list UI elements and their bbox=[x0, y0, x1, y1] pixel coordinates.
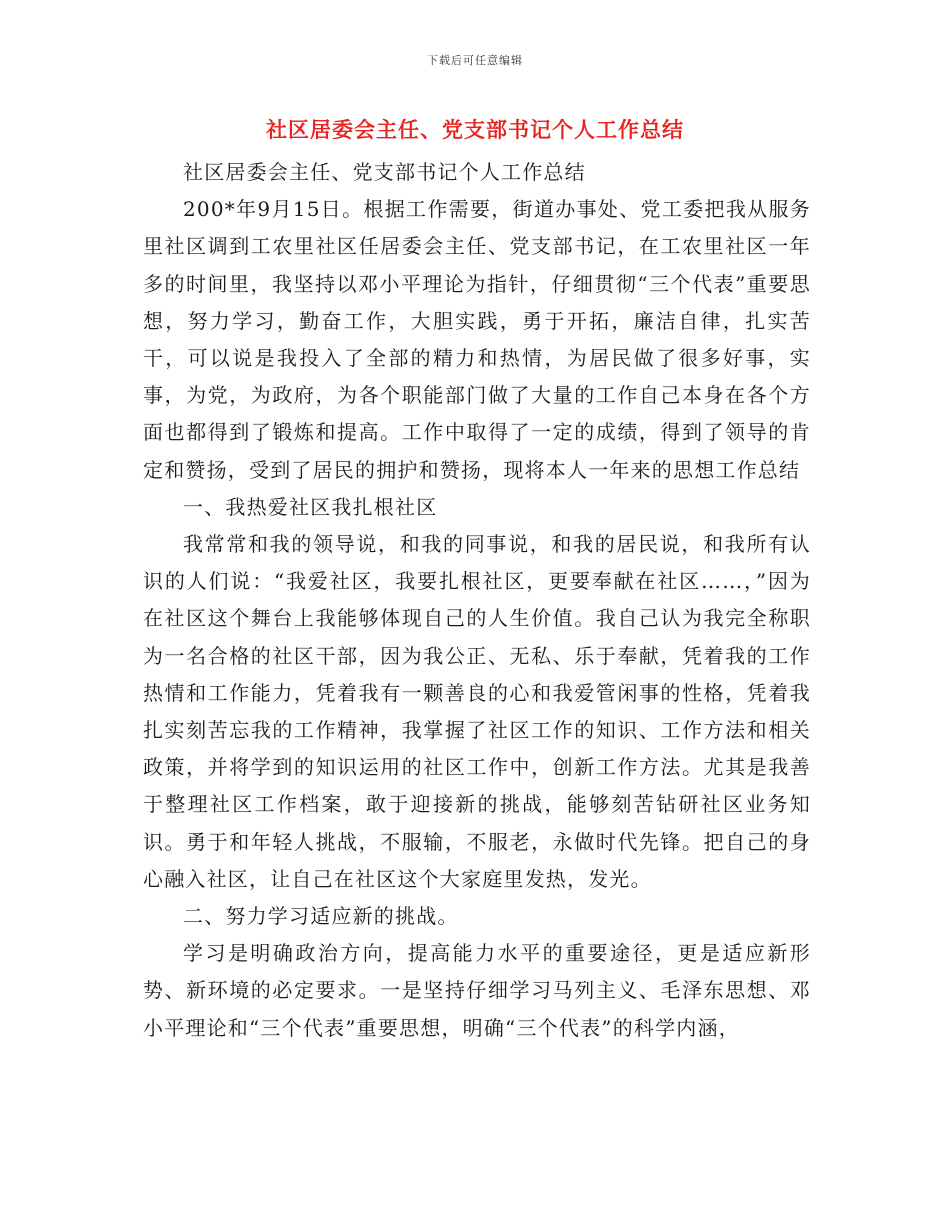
document-body bbox=[143, 154, 811, 1047]
section-heading-1: 一、我热爱社区我扎根社区 bbox=[183, 494, 438, 519]
subtitle-paragraph: 社区居委会主任、党支部书记个人工作总结 bbox=[183, 160, 586, 184]
document-title: 社区居委会主任、党支部书记个人工作总结 bbox=[266, 117, 684, 142]
section-1-paragraph: 我常常和我的领导说，和我的同事说，和我的居民说，和我所有认识的人们说：“我爱社区，我要扎根社区，更要奉献在社区……，”因为在社区这个舞台上我能够体现自己的人生价值。我自己认为我完全称职为一名合格的社区干部，因为我公正、无私、乐于奉献，凭着我的工作热情和工作能力，凭着我有一颗善良的心和我爱管闲事的性格，凭着我扎实刻苦忘我的工作精神，我掌握了社区工作的知识、工作方法和相关政策，并将学到的知识运用的社区工作中，创新工作方法。尤其是我善于整理社区工作档案，敢于迎接新的挑战，能够刻苦钻研社区业务知识。勇于和年轻人挑战，不服输，不服老，永做时代先锋。把自己的身心融入社区，让自己在社区这个大家庭里发热，发光。 bbox=[143, 532, 811, 891]
section-heading-2: 二、努力学习适应新的挑战。 bbox=[183, 904, 459, 929]
intro-paragraph: 200*年9月15日。根据工作需要，街道办事处、党工委把我从服务里社区调到工农里社区任居委会主任、党支部书记，在工农里社区一年多的时间里，我坚持以邓小平理论为指针，仔细贯彻“三个代表”重要思想，努力学习，勤奋工作，大胆实践，勇于开拓，廉洁自律，扎实苦干，可以说是我投入了全部的精力和热情，为居民做了很多好事，实事，为党，为政府，为各个职能部门做了大量的工作自己本身在各个方面也都得到了锻炼和提高。工作中取得了一定的成绩，得到了领导的肯定和赞扬，受到了居民的拥护和赞扬，现将本人一年来的思想工作总结 bbox=[143, 197, 811, 482]
header-note: 下载后可任意编辑 bbox=[427, 54, 523, 67]
section-2-paragraph: 学习是明确政治方向，提高能力水平的重要途径，更是适应新形势、新环境的必定要求。一是坚持仔细学习马列主义、毛泽东思想、邓小平理论和“三个代表”重要思想，明确“三个代表”的科学内涵， bbox=[143, 941, 811, 1040]
